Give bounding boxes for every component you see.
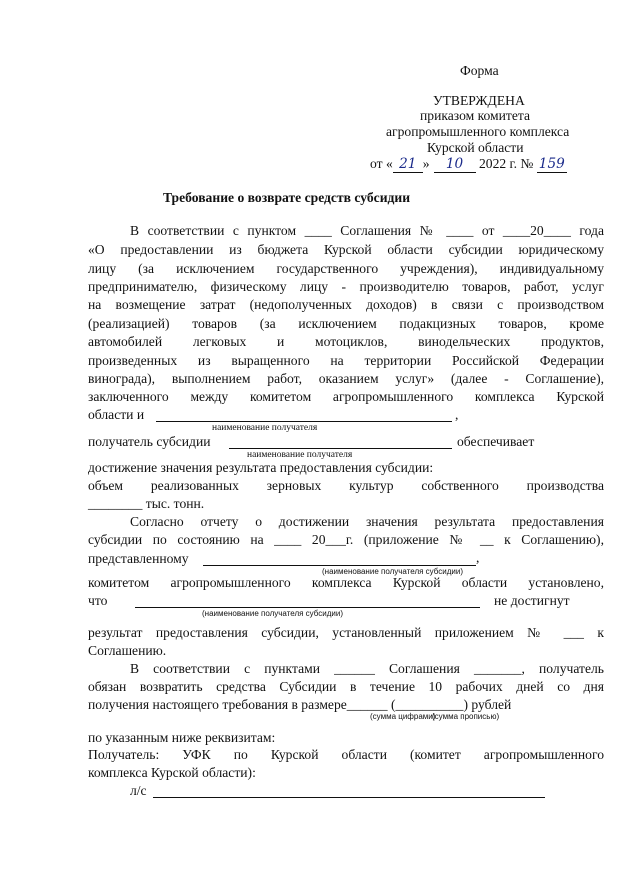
p3-line1: В соответствии с пунктами ______ Соглашения _______, получатель bbox=[130, 661, 604, 676]
p3-line5: Получатель: УФК по Курской области (комитет агропромышленного bbox=[88, 747, 604, 762]
recipient-caption-3: (наименование получателя субсидии) bbox=[322, 567, 463, 576]
p2-line1: Согласно отчету о достижении значения результата предоставления bbox=[130, 514, 604, 529]
p2-line3: представленному bbox=[88, 551, 189, 566]
p2-line6: результат предоставления субсидии, установленный приложением № ___ к bbox=[88, 625, 604, 640]
p3-line3: получения настоящего требования в размере______ (__________) рублей bbox=[88, 697, 512, 712]
p1-line10: заключенного между комитетом агропромышленного комплекса Курской bbox=[88, 389, 604, 404]
approved-label: УТВЕРЖДЕНА bbox=[433, 93, 525, 108]
p1-line9: винограда), выполнением работ, оказанием услуг» (далее - Соглашение), bbox=[88, 371, 604, 386]
p2-line3-comma: , bbox=[476, 550, 480, 565]
recipient-caption-1: наименование получателя bbox=[212, 423, 318, 433]
p3-line6: комплекса Курской области): bbox=[88, 765, 256, 780]
p1-line11-comma: , bbox=[455, 407, 459, 422]
recipient-name-line-3 bbox=[203, 565, 476, 566]
date-number: 159 bbox=[537, 156, 567, 173]
p2-line4: комитетом агропромышленного комплекса Курской области установлено, bbox=[88, 575, 604, 590]
p1-line7: автомобилей легковых и мотоциклов, винодельческих продуктов, bbox=[88, 334, 604, 349]
p3-line4: по указанным ниже реквизитам: bbox=[88, 730, 276, 745]
p1-line12-a: получатель субсидии bbox=[88, 434, 211, 449]
p1-line1: В соответствии с пунктом ____ Соглашения № ____ от ____20____ года bbox=[130, 223, 604, 238]
p1-line15: ________ тыс. тонн. bbox=[88, 496, 205, 511]
date-prefix: от « bbox=[370, 156, 393, 171]
recipient-caption-4: (наименование получателя субсидии) bbox=[202, 609, 343, 618]
p2-line2: субсидии по состоянию на ____ 20___г. (приложение № __ к Соглашению), bbox=[88, 532, 604, 547]
p1-line6: (реализацией) товаров (за исключением подакцизных товаров, кроме bbox=[88, 316, 604, 331]
p2-line7: Соглашению. bbox=[88, 643, 167, 658]
p1-line2: «О предоставлении из бюджета Курской области субсидии юридическому bbox=[88, 242, 604, 257]
date-day: 21 bbox=[393, 156, 423, 173]
order-label: приказом комитета bbox=[420, 108, 531, 123]
p2-line5-b: не достигнут bbox=[494, 593, 570, 608]
document-title: Требование о возврате средств субсидии bbox=[163, 190, 411, 205]
p1-line8: произведенных из выращенного на территории Российской Федерации bbox=[88, 353, 604, 368]
p1-line5: на возмещение затрат (недополученных доходов) в связи с производством bbox=[88, 297, 604, 312]
form-label: Форма bbox=[460, 63, 499, 78]
p3-line2: обязан возвратить средства Субсидии в течение 10 рабочих дней со дня bbox=[88, 679, 604, 694]
p3-line7: л/с bbox=[130, 783, 147, 798]
date-mid: » bbox=[422, 156, 430, 171]
date-month: 10 bbox=[434, 156, 476, 173]
p1-line3: лицу (за исключением государственного учреждения), индивидуальному bbox=[88, 261, 604, 276]
account-line bbox=[153, 797, 545, 798]
amount-words-caption: (сумма прописью) bbox=[432, 712, 500, 721]
p1-line14: объем реализованных зерновых культур собственного производства bbox=[88, 478, 604, 493]
date-year: 2022 г. № bbox=[478, 156, 534, 171]
recipient-name-line-1 bbox=[156, 421, 452, 422]
p1-line12-b: обеспечивает bbox=[457, 434, 535, 449]
amount-digits-caption: (сумма цифрами) bbox=[370, 712, 436, 721]
p2-line5-a: что bbox=[88, 593, 108, 608]
committee-label: агропромышленного комплекса bbox=[386, 124, 570, 139]
p1-line13: достижение значения результата предоставления субсидии: bbox=[88, 460, 434, 475]
p1-line11: области и bbox=[88, 407, 145, 422]
approval-date bbox=[370, 156, 567, 173]
recipient-name-line-2 bbox=[229, 448, 452, 449]
recipient-caption-2: наименование получателя bbox=[247, 450, 353, 460]
recipient-name-line-4 bbox=[135, 607, 480, 608]
region-label: Курской области bbox=[427, 140, 524, 155]
p1-line4: предпринимателю, физическому лицу - производителю товаров, работ, услуг bbox=[88, 279, 604, 294]
